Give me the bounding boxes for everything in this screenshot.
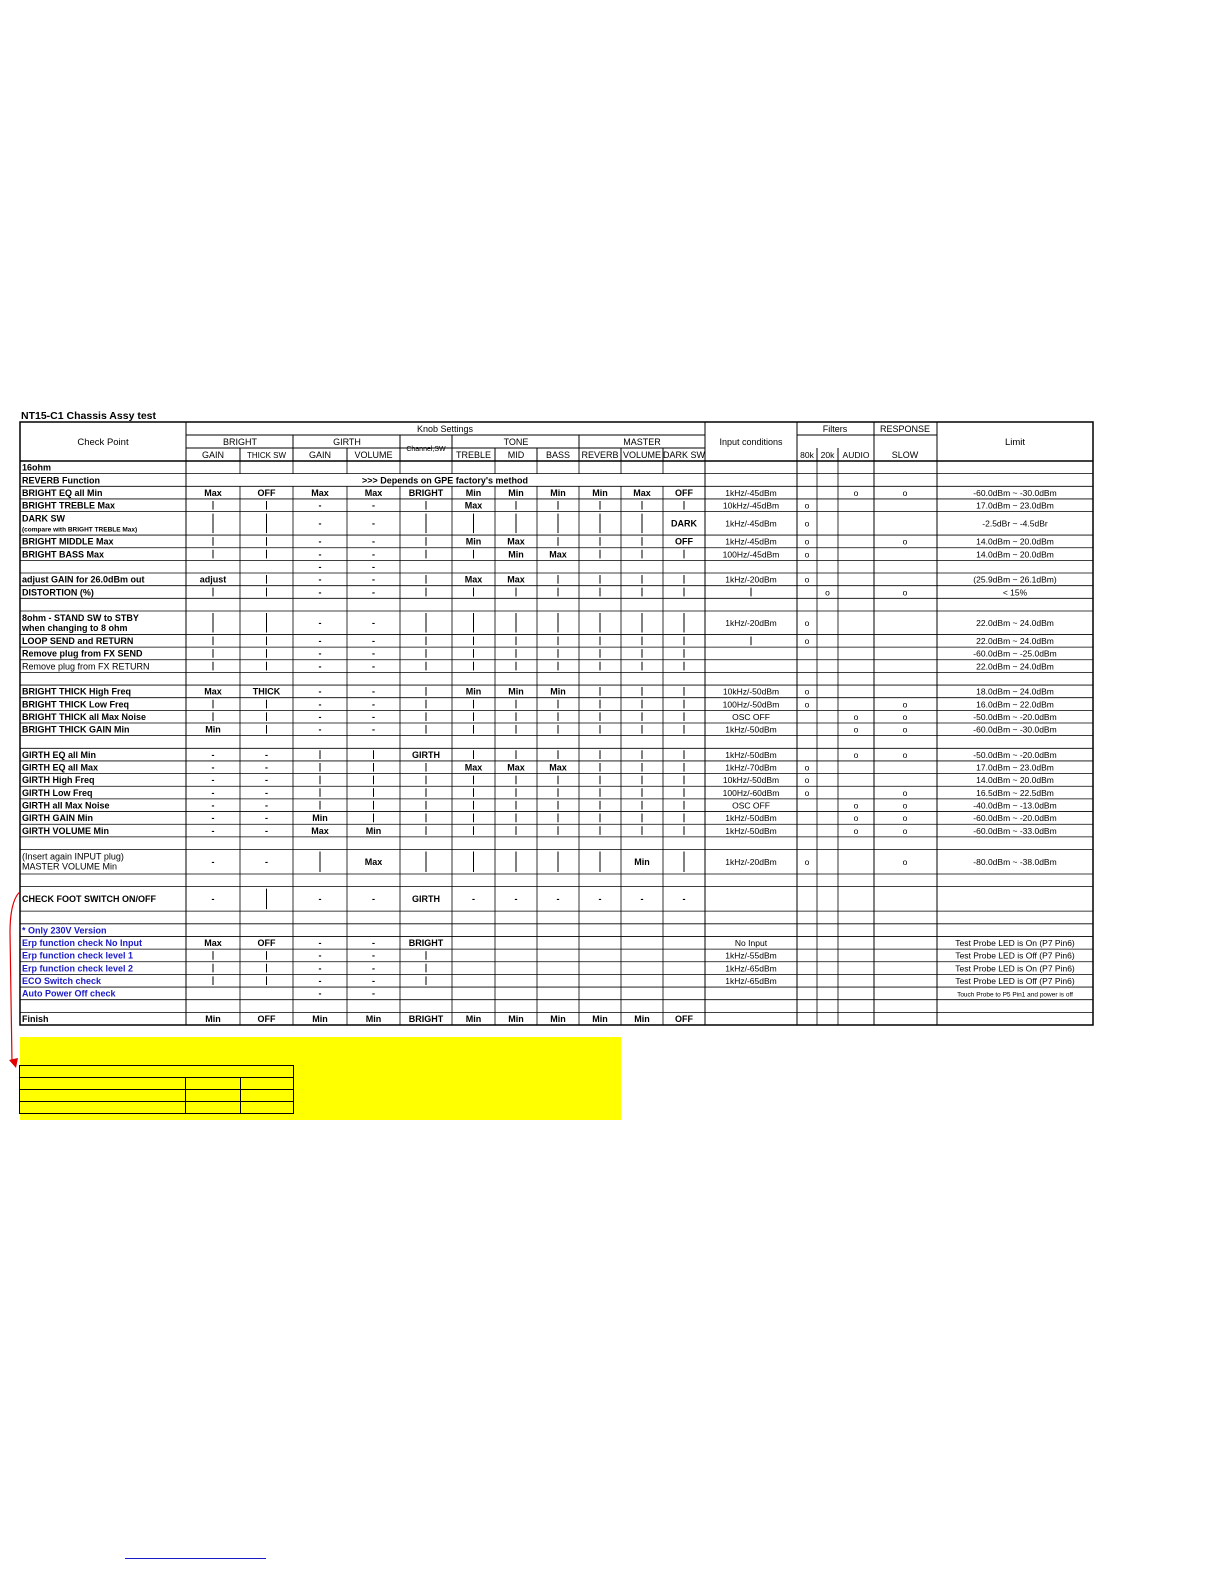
- knob-value-23-0: -: [211, 775, 215, 786]
- row-label-34: Erp function check No Input: [22, 938, 143, 949]
- knob-value-37-3: -: [372, 976, 375, 987]
- knob-value-5-5: Min: [465, 536, 482, 547]
- filter-80k-24: o: [804, 787, 810, 798]
- row-label-40: Finish: [22, 1013, 49, 1024]
- table-cell: [20, 1102, 186, 1114]
- limit-21: -50.0dBm ~ -20.0dBm: [973, 749, 1057, 760]
- table-row: [20, 1102, 294, 1114]
- input-4: 1kHz/-45dBm: [725, 518, 777, 529]
- table-cell: [20, 1090, 186, 1102]
- header-tone: TONE: [503, 437, 529, 447]
- knob-value-6-3: -: [372, 549, 375, 560]
- header-bright: BRIGHT: [222, 437, 258, 447]
- limit-19: -60.0dBm ~ -30.0dBm: [973, 724, 1057, 735]
- knob-value-2-10: OFF: [675, 487, 693, 498]
- row-label-5: BRIGHT MIDDLE Max: [22, 536, 114, 547]
- knob-value-3-5: Max: [464, 500, 483, 511]
- knob-value-40-9: Min: [634, 1013, 650, 1024]
- knob-value-11-3: -: [372, 618, 375, 629]
- knob-value-40-1: OFF: [257, 1013, 276, 1024]
- knob-value-7-2: -: [318, 561, 322, 572]
- row-label-37: ECO Switch check: [22, 976, 102, 987]
- table-row: [20, 1090, 294, 1102]
- header-sub-7: REVERB: [581, 450, 619, 460]
- header-master: MASTER: [623, 437, 661, 447]
- knob-value-11-2: -: [318, 618, 322, 629]
- knob-value-13-3: -: [372, 648, 375, 659]
- knob-value-19-0: Min: [205, 724, 221, 735]
- knob-value-24-0: -: [211, 787, 215, 798]
- filter-audio-2: o: [853, 487, 859, 498]
- knob-value-2-1: OFF: [257, 487, 276, 498]
- input-3: 10kHz/-45dBm: [722, 500, 780, 511]
- knob-value-34-2: -: [318, 938, 322, 949]
- row-label-31: CHECK FOOT SWITCH ON/OFF: [22, 894, 156, 905]
- knob-value-12-3: -: [372, 636, 375, 647]
- input-25: OSC OFF: [732, 800, 770, 811]
- knob-value-14-3: -: [372, 661, 375, 672]
- filter-80k-4: o: [804, 518, 810, 529]
- row-label-18: BRIGHT THICK all Max Noise: [22, 711, 147, 722]
- filter-80k-17: o: [804, 699, 810, 710]
- knob-value-22-5: Max: [464, 762, 483, 773]
- slow-24: o: [902, 787, 908, 798]
- row-label-0: 16ohm: [22, 462, 52, 473]
- header-input-conditions: Input conditions: [719, 437, 783, 447]
- header-response: RESPONSE: [879, 424, 931, 434]
- knob-value-31-2: -: [318, 894, 322, 905]
- knob-value-16-3: -: [372, 686, 375, 697]
- knob-value-22-0: -: [211, 762, 215, 773]
- row-label-2: BRIGHT EQ all Min: [22, 487, 103, 498]
- knob-value-6-7: Max: [549, 549, 567, 560]
- knob-value-37-2: -: [318, 976, 322, 987]
- input-5: 1kHz/-45dBm: [725, 536, 777, 547]
- row-label-14: Remove plug from FX RETURN: [22, 661, 150, 672]
- knob-value-34-4: BRIGHT: [408, 938, 444, 949]
- input-18: OSC OFF: [732, 711, 770, 722]
- row-label-4: DARK SW: [22, 513, 65, 524]
- slow-9: o: [902, 587, 908, 598]
- header-sub-9: DARK SW: [662, 450, 706, 460]
- filter-80k-16: o: [804, 686, 810, 697]
- row-label-26: GIRTH GAIN Min: [22, 813, 93, 824]
- knob-value-16-2: -: [318, 686, 322, 697]
- knob-value-2-9: Max: [633, 487, 651, 498]
- knob-value-4-10: DARK: [671, 518, 697, 529]
- knob-value-29-1: -: [265, 857, 268, 868]
- knob-value-25-0: -: [211, 800, 215, 811]
- knob-value-40-10: OFF: [675, 1013, 693, 1024]
- limit-14: 22.0dBm ~ 24.0dBm: [976, 661, 1054, 672]
- input-35: 1kHz/-55dBm: [725, 950, 777, 961]
- slow-19: o: [902, 724, 908, 735]
- knob-value-22-7: Max: [549, 762, 567, 773]
- knob-value-40-6: Min: [508, 1013, 524, 1024]
- header-sub-0: GAIN: [201, 450, 225, 460]
- row-label-38: Auto Power Off check: [22, 988, 116, 999]
- knob-value-8-6: Max: [507, 574, 525, 585]
- knob-value-36-3: -: [372, 963, 375, 974]
- limit-16: 18.0dBm ~ 24.0dBm: [976, 686, 1054, 697]
- knob-value-31-6: -: [514, 894, 518, 905]
- input-24: 100Hz/-60dBm: [722, 787, 780, 798]
- filter-audio-25: o: [853, 800, 859, 811]
- knob-value-29-3: Max: [364, 857, 383, 868]
- row-sublabel-29: MASTER VOLUME Min: [22, 861, 118, 872]
- row-label-22: GIRTH EQ all Max: [22, 762, 99, 773]
- knob-value-34-0: Max: [204, 938, 222, 949]
- filter-80k-5: o: [804, 536, 810, 547]
- filter-80k-23: o: [804, 775, 810, 786]
- filter-80k-11: o: [804, 618, 810, 629]
- limit-34: Test Probe LED is On (P7 Pin6): [955, 938, 1075, 949]
- knob-value-34-1: OFF: [257, 938, 276, 949]
- filter-audio-26: o: [853, 813, 859, 824]
- row-label-11: 8ohm - STAND SW to STBY: [22, 612, 139, 623]
- slow-29: o: [902, 857, 908, 868]
- knob-value-2-2: Max: [311, 487, 329, 498]
- knob-value-5-2: -: [318, 536, 322, 547]
- knob-value-31-5: -: [472, 894, 475, 905]
- knob-value-40-8: Min: [592, 1013, 608, 1024]
- header-sub-8: VOLUME: [622, 450, 662, 460]
- limit-17: 16.0dBm ~ 22.0dBm: [976, 699, 1054, 710]
- knob-value-38-3: -: [372, 988, 375, 999]
- limit-12: 22.0dBm ~ 24.0dBm: [976, 636, 1054, 647]
- input-21: 1kHz/-50dBm: [725, 749, 777, 760]
- knob-value-4-3: -: [372, 518, 375, 529]
- row-label-21: GIRTH EQ all Min: [22, 749, 97, 760]
- knob-value-8-3: -: [372, 574, 375, 585]
- limit-26: -60.0dBm ~ -20.0dBm: [973, 813, 1057, 824]
- row-label-9: DISTORTION (%): [22, 587, 94, 598]
- input-6: 100Hz/-45dBm: [722, 549, 780, 560]
- knob-value-31-3: -: [372, 894, 375, 905]
- knob-value-31-10: -: [682, 894, 686, 905]
- knob-value-8-5: Max: [464, 574, 483, 585]
- knob-value-40-4: BRIGHT: [408, 1013, 444, 1024]
- filter-audio-18: o: [853, 711, 859, 722]
- knob-value-8-0: adjust: [199, 574, 227, 585]
- header-sub-1: THICK SW: [246, 451, 287, 460]
- knob-value-40-5: Min: [465, 1013, 482, 1024]
- limit-25: -40.0dBm ~ -13.0dBm: [973, 800, 1057, 811]
- table-row: [20, 1066, 294, 1078]
- row-label-17: BRIGHT THICK Low Freq: [22, 699, 129, 710]
- header-channel-sw: Channel,SW: [406, 446, 446, 453]
- limit-29: -80.0dBm ~ -38.0dBm: [973, 857, 1057, 868]
- header-sub-6: BASS: [545, 450, 571, 460]
- row-label-16: BRIGHT THICK High Freq: [22, 686, 131, 697]
- limit-2: -60.0dBm ~ -30.0dBm: [973, 487, 1057, 498]
- input-19: 1kHz/-50dBm: [725, 724, 777, 735]
- knob-value-13-2: -: [318, 648, 322, 659]
- table-border: [20, 422, 1093, 1025]
- mini-table: [19, 1065, 294, 1114]
- table-cell: [20, 1066, 294, 1078]
- knob-value-27-0: -: [211, 825, 215, 836]
- red-arrow-line: [10, 893, 19, 1062]
- header-sub-4: TREBLE: [455, 450, 492, 460]
- limit-24: 16.5dBm ~ 22.5dBm: [976, 787, 1054, 798]
- knob-value-2-4: BRIGHT: [408, 487, 444, 498]
- input-34: No Input: [734, 938, 768, 949]
- slow-21: o: [902, 749, 908, 760]
- row-sublabel-11: when changing to 8 ohm: [22, 622, 128, 633]
- header-filters: Filters: [822, 424, 848, 434]
- knob-value-26-2: Min: [312, 813, 328, 824]
- filter-80k-29: o: [804, 857, 810, 868]
- header-sub-2: GAIN: [308, 450, 332, 460]
- knob-value-9-2: -: [318, 587, 322, 598]
- filter-80k-12: o: [804, 636, 810, 647]
- table-cell: [186, 1102, 241, 1114]
- table-cell: [186, 1090, 241, 1102]
- input-16: 10kHz/-50dBm: [722, 686, 780, 697]
- limit-11: 22.0dBm ~ 24.0dBm: [976, 618, 1054, 629]
- row-sublabel-4: (compare with BRIGHT TREBLE Max): [22, 526, 138, 534]
- knob-value-6-6: Min: [508, 549, 524, 560]
- knob-value-26-0: -: [211, 813, 215, 824]
- knob-value-17-3: -: [372, 699, 375, 710]
- knob-value-31-0: -: [211, 894, 215, 905]
- filter-80k-6: o: [804, 549, 810, 560]
- red-arrow-head: [9, 1058, 18, 1068]
- header-sub-3: VOLUME: [354, 450, 393, 460]
- header-girth: GIRTH: [333, 437, 361, 447]
- filter-audio-19: o: [853, 724, 859, 735]
- header-slow: SLOW: [891, 450, 919, 460]
- knob-value-29-0: -: [211, 857, 215, 868]
- knob-value-29-9: Min: [634, 857, 650, 868]
- knob-value-2-3: Max: [364, 487, 383, 498]
- knob-value-35-2: -: [318, 950, 322, 961]
- row-label-25: GIRTH all Max Noise: [22, 800, 110, 811]
- row-label-1: REVERB Function: [22, 475, 100, 486]
- knob-value-19-3: -: [372, 724, 375, 735]
- knob-value-3-3: -: [372, 500, 375, 511]
- knob-value-17-2: -: [318, 699, 322, 710]
- row-span-1: >>> Depends on GPE factory's method: [362, 475, 528, 486]
- header-knob-settings: Knob Settings: [416, 424, 474, 434]
- limit-13: -60.0dBm ~ -25.0dBm: [973, 648, 1057, 659]
- knob-value-21-0: -: [211, 749, 215, 760]
- knob-value-5-10: OFF: [675, 536, 693, 547]
- knob-value-16-1: THICK: [252, 686, 281, 697]
- knob-value-9-3: -: [372, 587, 375, 598]
- limit-36: Test Probe LED is On (P7 Pin6): [955, 963, 1075, 974]
- table-cell: [241, 1090, 294, 1102]
- knob-value-40-3: Min: [365, 1013, 382, 1024]
- knob-value-22-1: -: [265, 762, 268, 773]
- knob-value-16-7: Min: [550, 686, 566, 697]
- knob-value-40-2: Min: [312, 1013, 328, 1024]
- knob-value-8-2: -: [318, 574, 322, 585]
- row-label-8: adjust GAIN for 26.0dBm out: [22, 574, 145, 585]
- knob-value-24-1: -: [265, 787, 268, 798]
- knob-value-27-1: -: [265, 825, 268, 836]
- row-label-19: BRIGHT THICK GAIN Min: [22, 724, 130, 735]
- limit-6: 14.0dBm ~ 20.0dBm: [976, 549, 1054, 560]
- knob-value-2-7: Min: [550, 487, 566, 498]
- slow-5: o: [902, 536, 908, 547]
- knob-value-31-9: -: [640, 894, 644, 905]
- limit-27: -60.0dBm ~ -33.0dBm: [973, 825, 1057, 836]
- slow-26: o: [902, 813, 908, 824]
- knob-value-6-2: -: [318, 549, 322, 560]
- knob-value-23-1: -: [265, 775, 268, 786]
- slow-25: o: [902, 800, 908, 811]
- knob-value-31-8: -: [598, 894, 602, 905]
- table-cell: [186, 1078, 241, 1090]
- row-label-3: BRIGHT TREBLE Max: [22, 500, 116, 511]
- row-label-29: (Insert again INPUT plug): [22, 851, 124, 862]
- knob-value-5-6: Max: [507, 536, 525, 547]
- knob-value-3-2: -: [318, 500, 322, 511]
- limit-3: 17.0dBm ~ 23.0dBm: [976, 500, 1054, 511]
- row-label-12: LOOP SEND and RETURN: [22, 636, 134, 647]
- knob-value-14-2: -: [318, 661, 322, 672]
- knob-value-18-2: -: [318, 711, 322, 722]
- knob-value-7-3: -: [372, 561, 375, 572]
- row-label-23: GIRTH High Freq: [22, 775, 95, 786]
- filter-audio-27: o: [853, 825, 859, 836]
- header-filter-0: 80k: [800, 450, 814, 460]
- row-label-36: Erp function check level 2: [22, 963, 134, 974]
- slow-27: o: [902, 825, 908, 836]
- knob-value-40-0: Min: [205, 1013, 221, 1024]
- knob-value-4-2: -: [318, 518, 322, 529]
- limit-37: Test Probe LED is Off (P7 Pin6): [955, 976, 1075, 987]
- header-sub-5: MID: [507, 450, 525, 460]
- row-label-6: BRIGHT BASS Max: [22, 549, 105, 560]
- limit-18: -50.0dBm ~ -20.0dBm: [973, 711, 1057, 722]
- knob-value-31-7: -: [556, 894, 560, 905]
- knob-value-26-1: -: [265, 813, 268, 824]
- knob-value-19-2: -: [318, 724, 322, 735]
- filter-80k-3: o: [804, 500, 810, 511]
- header-check-point: Check Point: [77, 437, 129, 448]
- row-label-13: Remove plug from FX SEND: [22, 648, 143, 659]
- knob-value-31-4: GIRTH: [412, 894, 440, 905]
- input-26: 1kHz/-50dBm: [725, 813, 777, 824]
- limit-38: Touch Probe to P5 Pin1 and power is off: [957, 991, 1073, 999]
- slow-2: o: [902, 487, 908, 498]
- filter-80k-8: o: [804, 574, 810, 585]
- header-filter-2: AUDIO: [842, 450, 870, 460]
- knob-value-2-5: Min: [465, 487, 482, 498]
- limit-22: 17.0dBm ~ 23.0dBm: [976, 762, 1054, 773]
- limit-5: 14.0dBm ~ 20.0dBm: [976, 536, 1054, 547]
- knob-value-27-3: Min: [365, 825, 382, 836]
- link-underline: [125, 1558, 266, 1559]
- knob-value-40-7: Min: [550, 1013, 566, 1024]
- table-row: [20, 1078, 294, 1090]
- knob-value-2-8: Min: [592, 487, 608, 498]
- limit-23: 14.0dBm ~ 20.0dBm: [976, 775, 1054, 786]
- row-label-27: GIRTH VOLUME Min: [22, 825, 109, 836]
- limit-8: (25.9dBm ~ 26.1dBm): [973, 574, 1057, 585]
- knob-value-18-3: -: [372, 711, 375, 722]
- knob-value-16-0: Max: [204, 686, 222, 697]
- input-17: 100Hz/-50dBm: [722, 699, 780, 710]
- slow-18: o: [902, 711, 908, 722]
- knob-value-16-5: Min: [465, 686, 482, 697]
- filter-audio-21: o: [853, 749, 859, 760]
- knob-value-25-1: -: [265, 800, 268, 811]
- input-37: 1kHz/-65dBm: [725, 976, 777, 987]
- table-cell: [241, 1102, 294, 1114]
- limit-9: < 15%: [1002, 587, 1028, 598]
- knob-value-21-1: -: [265, 749, 268, 760]
- knob-value-34-3: -: [372, 938, 375, 949]
- header-limit: Limit: [1004, 437, 1026, 448]
- knob-value-2-0: Max: [204, 487, 222, 498]
- limit-4: -2.5dBr ~ -4.5dBr: [982, 518, 1048, 529]
- row-label-35: Erp function check level 1: [22, 950, 134, 961]
- knob-value-21-4: GIRTH: [412, 749, 440, 760]
- slow-17: o: [902, 699, 908, 710]
- filter-20k-9: o: [825, 587, 830, 598]
- limit-35: Test Probe LED is Off (P7 Pin6): [955, 950, 1075, 961]
- knob-value-2-6: Min: [508, 487, 524, 498]
- knob-value-22-6: Max: [507, 762, 525, 773]
- input-23: 10kHz/-50dBm: [722, 775, 780, 786]
- row-label-33: * Only 230V Version: [22, 925, 107, 936]
- input-2: 1kHz/-45dBm: [725, 487, 777, 498]
- table-cell: [20, 1078, 186, 1090]
- table-cell: [241, 1078, 294, 1090]
- input-11: 1kHz/-20dBm: [725, 618, 777, 629]
- input-36: 1kHz/-65dBm: [725, 963, 777, 974]
- row-label-24: GIRTH Low Freq: [22, 787, 93, 798]
- knob-value-5-3: -: [372, 536, 375, 547]
- knob-value-38-2: -: [318, 988, 322, 999]
- input-29: 1kHz/-20dBm: [725, 857, 777, 868]
- filter-80k-22: o: [804, 762, 810, 773]
- input-8: 1kHz/-20dBm: [725, 574, 777, 585]
- knob-value-27-2: Max: [311, 825, 329, 836]
- sheet-title: NT15-C1 Chassis Assy test: [21, 410, 157, 422]
- knob-value-12-2: -: [318, 636, 322, 647]
- header-filter-1: 20k: [820, 450, 835, 460]
- knob-value-16-6: Min: [508, 686, 524, 697]
- knob-value-36-2: -: [318, 963, 322, 974]
- input-27: 1kHz/-50dBm: [725, 825, 777, 836]
- knob-value-35-3: -: [372, 950, 375, 961]
- input-22: 1kHz/-70dBm: [725, 762, 777, 773]
